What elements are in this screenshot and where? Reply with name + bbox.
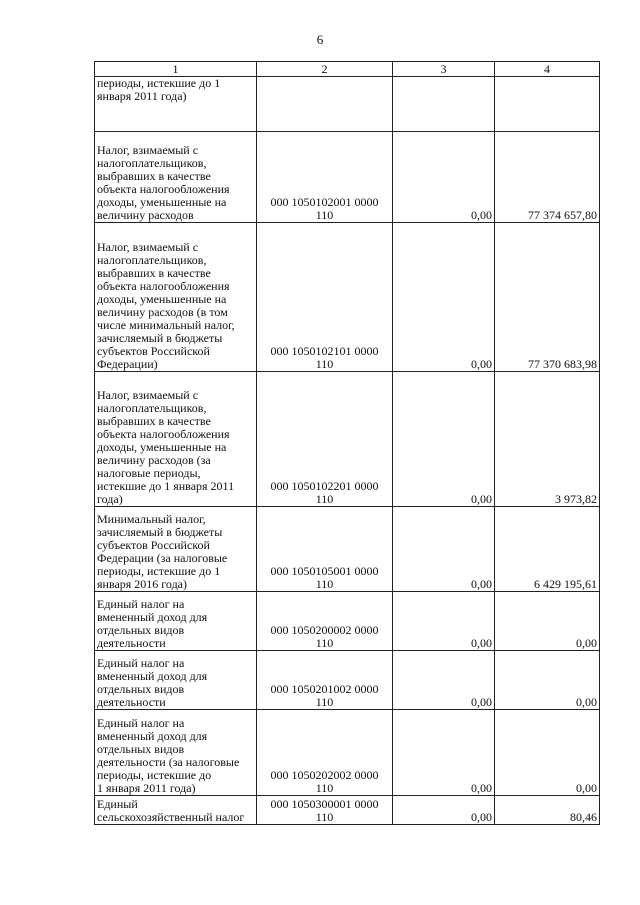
table-row xyxy=(95,507,600,592)
row-code xyxy=(257,507,393,592)
row-description: Налог, взимаемый с налогоплательщиков, выбравших в качестве объекта налогообложения доходы, уменьшенные на величину расходов (за налоговые периоды, истекшие до 1 января 2011 года) xyxy=(95,372,257,507)
code-line: 000 1050102201 0000 xyxy=(270,479,379,493)
row-col3-value: 0,00 xyxy=(393,507,495,592)
code-line: 110 xyxy=(315,781,334,795)
table-row xyxy=(95,372,600,507)
code-line: 110 xyxy=(315,357,334,371)
row-col4-value: 0,00 xyxy=(495,710,600,796)
header-col-3: 3 xyxy=(393,62,495,77)
row-col4-value: 77 370 683,98 xyxy=(495,223,600,372)
page-number: 6 xyxy=(316,32,324,47)
empty-cell xyxy=(257,77,393,132)
row-col4-value: 6 429 195,61 xyxy=(495,507,600,592)
row-col3-value: 0,00 xyxy=(393,223,495,372)
table-header-row xyxy=(95,62,600,77)
table-row-continuation xyxy=(95,77,600,132)
code-line: 000 1050202002 0000 xyxy=(270,768,379,782)
row-code xyxy=(257,651,393,710)
row-col3-value: 0,00 xyxy=(393,592,495,651)
row-description: Единый налог на вмененный доход для отдельных видов деятельности xyxy=(95,651,257,710)
row-code xyxy=(257,710,393,796)
table-row xyxy=(95,132,600,223)
empty-cell xyxy=(393,77,495,132)
code-line: 000 1050201002 0000 xyxy=(270,682,379,696)
code-line: 000 1050300001 0000 xyxy=(270,797,379,811)
row-col3-value: 0,00 xyxy=(393,132,495,223)
table-row xyxy=(95,592,600,651)
code-line: 110 xyxy=(315,577,334,591)
empty-cell xyxy=(495,77,600,132)
code-line: 000 1050105001 0000 xyxy=(270,564,379,578)
row-col3-value: 0,00 xyxy=(393,651,495,710)
code-line: 110 xyxy=(315,810,334,824)
table-row xyxy=(95,223,600,372)
code-line: 110 xyxy=(315,492,334,506)
code-line: 000 1050102101 0000 xyxy=(270,344,379,358)
table-row xyxy=(95,796,600,825)
code-line: 000 1050102001 0000 xyxy=(270,195,379,209)
table-row xyxy=(95,710,600,796)
row-description: Налог, взимаемый с налогоплательщиков, выбравших в качестве объекта налогообложения доходы, уменьшенные на величину расходов (в том числе минимальный налог, зачисляемый в бюджеты субъектов Российской Федерации) xyxy=(95,223,257,372)
row-col3-value: 0,00 xyxy=(393,796,495,825)
row-description: Минимальный налог, зачисляемый в бюджеты субъектов Российской Федерации (за налоговые периоды, истекшие до 1 января 2016 года) xyxy=(95,507,257,592)
row-col4-value: 0,00 xyxy=(495,651,600,710)
header-col-4: 4 xyxy=(495,62,600,77)
row-description: Единый сельскохозяйственный налог xyxy=(95,796,257,825)
code-line: 000 1050200002 0000 xyxy=(270,623,379,637)
code-line: 110 xyxy=(315,208,334,222)
table-row xyxy=(95,651,600,710)
header-col-1: 1 xyxy=(95,62,257,77)
code-line: 110 xyxy=(315,636,334,650)
code-line: 110 xyxy=(315,695,334,709)
row-col4-value: 77 374 657,80 xyxy=(495,132,600,223)
row-description: Единый налог на вмененный доход для отдельных видов деятельности (за налоговые периоды, истекшие до 1 января 2011 года) xyxy=(95,710,257,796)
row-col4-value: 0,00 xyxy=(495,592,600,651)
budget-table xyxy=(94,61,600,825)
row-code xyxy=(257,372,393,507)
row-col4-value: 80,46 xyxy=(495,796,600,825)
row-col3-value: 0,00 xyxy=(393,372,495,507)
row-col4-value: 3 973,82 xyxy=(495,372,600,507)
continuation-text: периоды, истекшие до 1 января 2011 года) xyxy=(95,77,257,132)
row-code xyxy=(257,796,393,825)
row-code xyxy=(257,223,393,372)
row-col3-value: 0,00 xyxy=(393,710,495,796)
row-description: Единый налог на вмененный доход для отдельных видов деятельности xyxy=(95,592,257,651)
row-description: Налог, взимаемый с налогоплательщиков, выбравших в качестве объекта налогообложения доходы, уменьшенные на величину расходов xyxy=(95,132,257,223)
row-code xyxy=(257,132,393,223)
row-code xyxy=(257,592,393,651)
header-col-2: 2 xyxy=(257,62,393,77)
